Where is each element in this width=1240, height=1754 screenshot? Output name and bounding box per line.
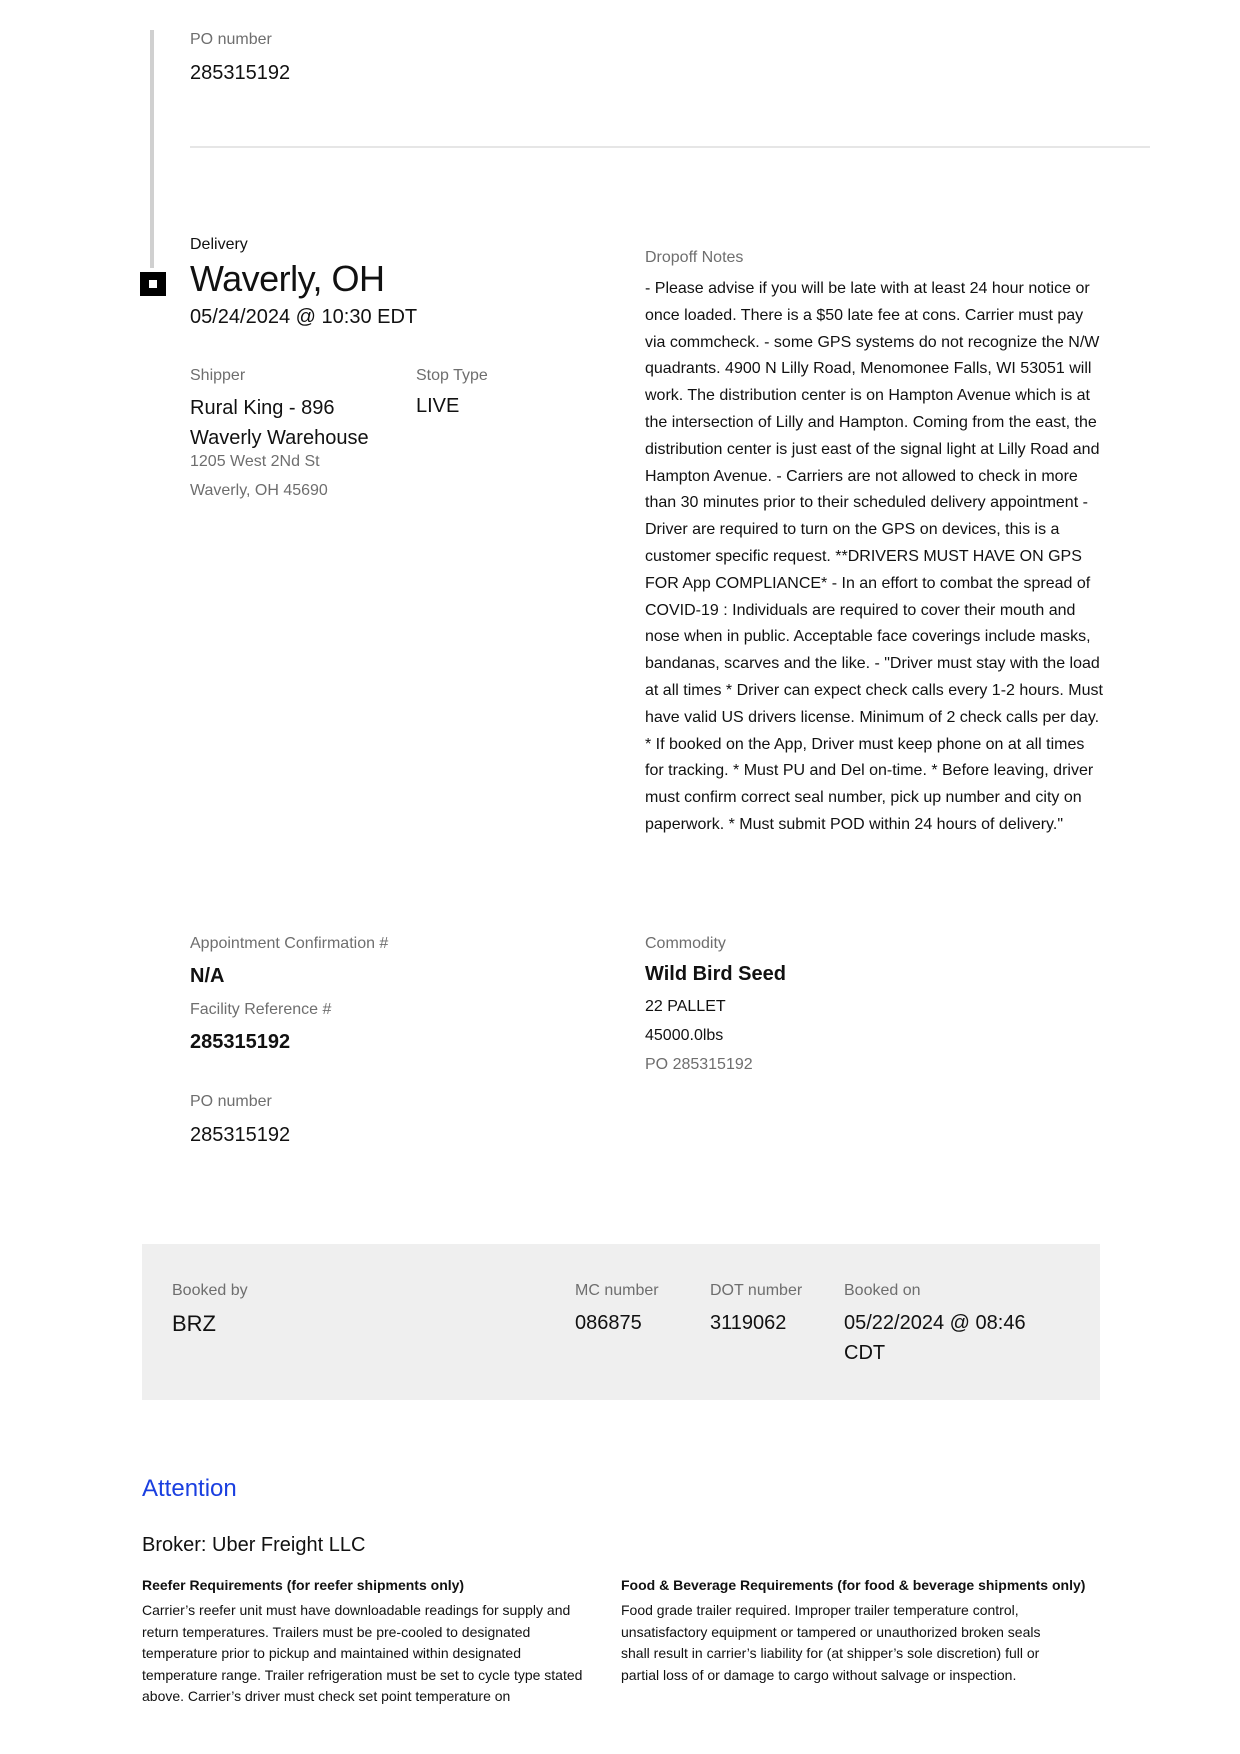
food-requirements-body: Food grade trailer required. Improper trailer temperature control, unsatisfactory equipment or tampered or unauthorized broken seals shall result in carrier’s liability for (at shipper’s sole discretion) full or partial loss of or damage to cargo without salvage or inspection. <box>621 1602 1041 1683</box>
section-divider <box>190 146 1150 148</box>
commodity-name: Wild Bird Seed <box>645 963 786 985</box>
reefer-requirements-title: Reefer Requirements (for reefer shipments only) <box>142 1577 465 1593</box>
shipper-address-line2: Waverly, OH 45690 <box>190 482 328 499</box>
booked-on-value: 05/22/2024 @ 08:46 CDT <box>844 1312 1026 1364</box>
commodity-weight: 45000.0lbs <box>645 1027 724 1044</box>
booked-by-value: BRZ <box>172 1311 216 1336</box>
stop-type-label: Stop Type <box>416 367 488 384</box>
booked-by-label: Booked by <box>172 1282 248 1299</box>
top-po-value: 285315192 <box>190 62 291 84</box>
shipper-name: Rural King - 896 Waverly Warehouse <box>190 397 369 449</box>
food-requirements-title: Food & Beverage Requirements (for food & beverage shipments only) <box>621 1577 1086 1593</box>
stop-type-value: LIVE <box>416 395 460 417</box>
booking-panel <box>142 1244 1100 1400</box>
stop-po-value: 285315192 <box>190 1124 291 1146</box>
stop-po-label: PO number <box>190 1093 272 1110</box>
mc-number-value: 086875 <box>575 1312 642 1334</box>
facility-ref-label: Facility Reference # <box>190 1001 332 1018</box>
shipper-label: Shipper <box>190 367 246 384</box>
mc-number-label: MC number <box>575 1282 659 1299</box>
stop-kind: Delivery <box>190 236 248 253</box>
appt-value: N/A <box>190 965 225 987</box>
broker-name: Broker: Uber Freight LLC <box>142 1534 366 1556</box>
commodity-quantity: 22 PALLET <box>645 998 726 1015</box>
stop-datetime: 05/24/2024 @ 10:30 EDT <box>190 306 418 328</box>
dropoff-notes-label: Dropoff Notes <box>645 249 744 266</box>
commodity-label: Commodity <box>645 935 726 952</box>
top-po-label: PO number <box>190 31 272 48</box>
appt-label: Appointment Confirmation # <box>190 935 389 952</box>
attention-heading: Attention <box>142 1475 237 1502</box>
dot-number-value: 3119062 <box>710 1312 787 1334</box>
dot-number-label: DOT number <box>710 1282 803 1299</box>
stop-marker-icon <box>140 272 166 296</box>
dropoff-notes: - Please advise if you will be late with at least 24 hour notice or once loaded. There is a $50 late fee at cons. Carrier must pay via commcheck. - some GPS systems do not recognize the N/W quadrants. 4900 N Lilly Road, Menomonee Falls, WI 53051 will work. The distribution center is on Hampton Avenue which is at the intersection of Lilly and Hampton. Coming from the east, the distribution center is just east of the signal light at Lilly Road and Hampton Avenue. - Carriers are not allowed to check in more than 30 minutes prior to their scheduled delivery appointment - Driver are required to turn on the GPS on devices, this is a customer specific request. **DRIVERS MUST HAVE ON GPS FOR App COMPLIANCE* - In an effort to combat the spread of COVID-19 : Individuals are required to cover their mouth and nose when in public. Acceptable face coverings include masks, bandanas, scarves and the like. - "Driver must stay with the load at all times * Driver can expect check calls every 1-2 hours. Must have valid US drivers license. Minimum of 2 check calls per day. * If booked on the App, Driver must keep phone on at all times for tracking. * Must PU and Del on-time. * Before leaving, driver must confirm correct seal number, pick up number and city on paperwork. * Must submit POD within 24 hours of delivery." <box>645 280 1103 833</box>
facility-ref-value: 285315192 <box>190 1031 291 1053</box>
timeline-line <box>150 30 154 268</box>
shipper-address-line1: 1205 West 2Nd St <box>190 453 320 470</box>
booked-on-label: Booked on <box>844 1282 921 1299</box>
commodity-po: PO 285315192 <box>645 1056 753 1073</box>
stop-city: Waverly, OH <box>190 258 385 299</box>
reefer-requirements-body: Carrier’s reefer unit must have downloadable readings for supply and return temperatures. Trailers must be pre-cooled to designated temperature prior to pickup and maintained within designated temperature range. Trailer refrigeration must be set to cycle type stated above. Carrier’s driver must check set point temperature on <box>142 1602 583 1704</box>
